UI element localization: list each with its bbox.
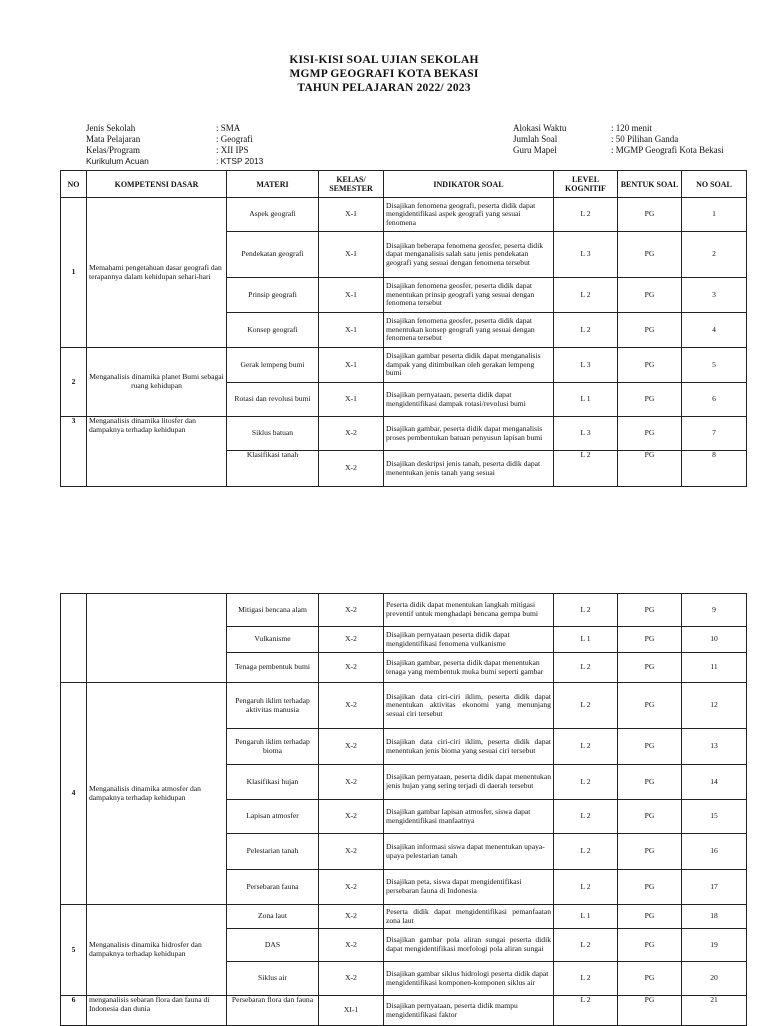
materi-cell: Tenaga pembentuk bumi (227, 653, 319, 683)
materi-cell: Konsep geografi (227, 313, 319, 348)
kelas-cell: X-1 (319, 198, 384, 232)
col-header-no: NO (61, 171, 87, 198)
bentuk-cell: PG (618, 198, 682, 232)
nosoal-cell: 3 (682, 278, 747, 313)
bentuk-cell: PG (618, 870, 682, 905)
kd-number: 5 (61, 905, 87, 996)
kd-number-empty (61, 594, 87, 683)
indikator-cell: Disajikan fenomena geosfer, peserta didik dapat menentukan konsep geografi yang sesuai dengan fenomena tersebut (384, 313, 554, 348)
indikator-cell: Disajikan gambar peserta didik dapat menganalisis dampak yang ditimbulkan oleh gerakan lempeng bumi (384, 348, 554, 383)
meta-row-kurikulum (86, 156, 263, 167)
level-cell: L 2 (554, 278, 618, 313)
meta-value: : MGMP Geografi Kota Bekasi (611, 145, 724, 155)
level-cell: L 3 (554, 417, 618, 451)
bentuk-cell: PG (618, 383, 682, 417)
level-cell: L 3 (554, 348, 618, 383)
nosoal-cell: 6 (682, 383, 747, 417)
bentuk-cell: PG (618, 765, 682, 800)
kd-text: menganalisis sebaran flora dan fauna di Indonesia dan dunia (87, 996, 227, 1026)
meta-label: Jenis Sekolah (86, 123, 136, 133)
bentuk-cell: PG (618, 594, 682, 627)
materi-cell: Zona laut (227, 905, 319, 929)
indikator-cell: Disajikan deskripsi jenis tanah, peserta didik dapat menentukan jenis tanah yang sesuai (384, 451, 554, 487)
bentuk-cell: PG (618, 653, 682, 683)
identity-left (86, 123, 263, 167)
materi-cell: Lapisan atmosfer (227, 800, 319, 834)
indikator-cell: Disajikan pernyataan, peserta didik mampu mengidentifikasi faktor (384, 996, 554, 1026)
meta-label: Guru Mapel (513, 145, 557, 155)
nosoal-cell: 18 (682, 905, 747, 929)
materi-cell: Rotasi dan revolusi bumi (227, 383, 319, 417)
kd-text: Menganalisis dinamika planet Bumi sebagai ruang kehidupan (87, 348, 227, 417)
kelas-cell: X-2 (319, 683, 384, 729)
materi-cell: Mitigasi bencana alam (227, 594, 319, 627)
col-header-materi: MATERI (227, 171, 319, 198)
kd-text-empty (87, 594, 227, 683)
identity-right (513, 123, 724, 156)
bentuk-cell: PG (618, 683, 682, 729)
kd-text: Menganalisis dinamika atmosfer dan dampaknya terhadap kehidupan (87, 683, 227, 905)
level-cell: L 2 (554, 870, 618, 905)
meta-value: : SMA (216, 123, 241, 133)
nosoal-cell: 16 (682, 834, 747, 870)
bentuk-cell: PG (618, 348, 682, 383)
materi-cell: Aspek geografi (227, 198, 319, 232)
bentuk-cell: PG (618, 278, 682, 313)
kelas-cell: X-2 (319, 905, 384, 929)
meta-label: Jumlah Soal (513, 134, 558, 144)
level-cell: L 2 (554, 653, 618, 683)
level-cell: L 2 (554, 834, 618, 870)
materi-cell: Persebaran flora dan fauna (227, 996, 319, 1026)
bentuk-cell: PG (618, 417, 682, 451)
meta-value: : KTSP 2013 (216, 156, 264, 166)
kd-number: 2 (61, 348, 87, 417)
level-cell: L 2 (554, 683, 618, 729)
col-header-kelas: KELAS/ SEMESTER (319, 171, 384, 198)
materi-cell: Pelestarian tanah (227, 834, 319, 870)
level-cell: L 2 (554, 929, 618, 962)
col-header-kd: KOMPETENSI DASAR (87, 171, 227, 198)
kisi-table-page-2 (60, 593, 747, 1026)
meta-label: Kelas/Program (86, 145, 140, 155)
nosoal-cell: 19 (682, 929, 747, 962)
kd-text: Menganalisis dinamika litosfer dan dampaknya terhadap kehidupan (87, 417, 227, 487)
meta-row-guru-mapel (513, 145, 724, 156)
materi-cell: Klasifikasi hujan (227, 765, 319, 800)
bentuk-cell: PG (618, 962, 682, 996)
bentuk-cell: PG (618, 834, 682, 870)
level-cell: L 2 (554, 313, 618, 348)
meta-row-alokasi-waktu (513, 123, 724, 134)
table-row (61, 683, 747, 729)
kelas-cell: X-2 (319, 870, 384, 905)
indikator-cell: Disajikan gambar pola aliran sungai peserta didik dapat mengidentifikasi morfologi pola aliran sungai (384, 929, 554, 962)
nosoal-cell: 15 (682, 800, 747, 834)
bentuk-cell: PG (618, 929, 682, 962)
kd-text: Menganalisis dinamika hidrosfer dan dampaknya terhadap kehidupan (87, 905, 227, 996)
meta-value: : 120 menit (611, 123, 652, 133)
indikator-cell: Disajikan pernyataan, peserta didik dapat mengidentifikasi dampak rotasi/revolusi bumi (384, 383, 554, 417)
nosoal-cell: 1 (682, 198, 747, 232)
bentuk-cell: PG (618, 627, 682, 653)
materi-cell: Vulkanisme (227, 627, 319, 653)
indikator-cell: Disajikan gambar, peserta didik dapat menganalisis proses pembentukan batuan penyusun lapisan bumi (384, 417, 554, 451)
col-header-nosoal: NO SOAL (682, 171, 747, 198)
nosoal-cell: 7 (682, 417, 747, 451)
indikator-cell: Disajikan pernyataan, peserta didik dapat menentukan jenis hujan yang sering terjadi di daerah tersebut (384, 765, 554, 800)
meta-value: : XII IPS (216, 145, 249, 155)
meta-row-kelas-program (86, 145, 263, 156)
meta-value: : 50 Pilihan Ganda (611, 134, 679, 144)
table-row (61, 198, 747, 232)
kd-number: 6 (61, 996, 87, 1026)
level-cell: L 1 (554, 627, 618, 653)
bentuk-cell: PG (618, 451, 682, 487)
kisi-table-page-1 (60, 170, 747, 487)
indikator-cell: Disajikan pernyataan peserta didik dapat mengidentifikasi fenomena vulkanisme (384, 627, 554, 653)
meta-row-mata-pelajaran (86, 134, 263, 145)
level-cell: L 2 (554, 996, 618, 1026)
indikator-cell: Disajikan fenomena geosfer, peserta didik dapat menentukan prinsip geografi yang sesuai dengan fenomena tersebut (384, 278, 554, 313)
kd-number: 3 (61, 417, 87, 487)
indikator-cell: Disajikan fenomena geografi, peserta didik dapat mengidentifikasi aspek geografi yang sesuai fenomena (384, 198, 554, 232)
kelas-cell: X-1 (319, 313, 384, 348)
materi-cell: Siklus air (227, 962, 319, 996)
level-cell: L 2 (554, 800, 618, 834)
level-cell: L 2 (554, 729, 618, 765)
level-cell: L 2 (554, 594, 618, 627)
indikator-cell: Disajikan data ciri-ciri iklim, peserta didik dapat menentukan jenis bioma yang sesuai ciri tersebut (384, 729, 554, 765)
nosoal-cell: 17 (682, 870, 747, 905)
level-cell: L 3 (554, 232, 618, 278)
table-row (61, 417, 747, 451)
kelas-cell: X-2 (319, 834, 384, 870)
meta-row-jenis-sekolah (86, 123, 263, 134)
nosoal-cell: 5 (682, 348, 747, 383)
indikator-cell: Peserta didik dapat mengidentifikasi pemanfaatan zona laut (384, 905, 554, 929)
meta-label: Kurikulum Acuan (86, 156, 149, 166)
materi-cell: DAS (227, 929, 319, 962)
indikator-cell: Peserta didik dapat menentukan langkah mitigasi preventif untuk menghadapi bencana gempa bumi (384, 594, 554, 627)
materi-cell: Pengaruh iklim terhadap aktivitas manusia (227, 683, 319, 729)
nosoal-cell: 9 (682, 594, 747, 627)
col-header-level: LEVEL KOGNITIF (554, 171, 618, 198)
kelas-cell: X-1 (319, 278, 384, 313)
table-row (61, 594, 747, 627)
level-cell: L 1 (554, 383, 618, 417)
level-cell: L 2 (554, 198, 618, 232)
materi-cell: Siklus batuan (227, 417, 319, 451)
kelas-cell: X-2 (319, 765, 384, 800)
kelas-cell: X-1 (319, 348, 384, 383)
kelas-cell: X-2 (319, 417, 384, 451)
materi-cell: Prinsip geografi (227, 278, 319, 313)
nosoal-cell: 2 (682, 232, 747, 278)
nosoal-cell: 10 (682, 627, 747, 653)
nosoal-cell: 14 (682, 765, 747, 800)
indikator-cell: Disajikan gambar lapisan atmosfer, siswa dapat mengidentifikasi manfaatnya (384, 800, 554, 834)
materi-cell: Gerak lempeng bumi (227, 348, 319, 383)
table-row (61, 996, 747, 1026)
nosoal-cell: 8 (682, 451, 747, 487)
table-row (61, 905, 747, 929)
meta-value: : Geografi (216, 134, 253, 144)
kelas-cell: X-2 (319, 962, 384, 996)
level-cell: L 2 (554, 962, 618, 996)
materi-cell: Klasifikasi tanah (227, 451, 319, 487)
kelas-cell: XI-1 (319, 996, 384, 1026)
nosoal-cell: 11 (682, 653, 747, 683)
col-header-indikator: INDIKATOR SOAL (384, 171, 554, 198)
bentuk-cell: PG (618, 905, 682, 929)
materi-cell: Pengaruh iklim terhadap bioma (227, 729, 319, 765)
level-cell: L 2 (554, 765, 618, 800)
indikator-cell: Disajikan peta, siswa dapat mengidentifikasi persebaran fauna di Indonesia (384, 870, 554, 905)
nosoal-cell: 21 (682, 996, 747, 1026)
kelas-cell: X-1 (319, 383, 384, 417)
indikator-cell: Disajikan gambar siklus hidrologi peserta didik dapat mengidentifikasi komponen-komponen siklus air (384, 962, 554, 996)
title-line-1: KISI-KISI SOAL UJIAN SEKOLAH (289, 54, 479, 66)
indikator-cell: Disajikan beberapa fenomena geosfer, peserta didik dapat menganalisis salah satu jenis pendekatan geografi yang sesuai dengan fenomena tersebut (384, 232, 554, 278)
kelas-cell: X-2 (319, 729, 384, 765)
nosoal-cell: 4 (682, 313, 747, 348)
title-line-2: MGMP GEOGRAFI KOTA BEKASI (289, 68, 479, 80)
bentuk-cell: PG (618, 729, 682, 765)
table-header-row (61, 171, 747, 198)
meta-label: Mata Pelajaran (86, 134, 141, 144)
kelas-cell: X-2 (319, 929, 384, 962)
kelas-cell: X-1 (319, 232, 384, 278)
kelas-cell: X-2 (319, 451, 384, 487)
level-cell: L 2 (554, 451, 618, 487)
bentuk-cell: PG (618, 800, 682, 834)
kelas-cell: X-2 (319, 594, 384, 627)
bentuk-cell: PG (618, 313, 682, 348)
bentuk-cell: PG (618, 996, 682, 1026)
indikator-cell: Disajikan gambar, peserta didik dapat menentukan tenaga yang membentuk muka bumi seperti gambar (384, 653, 554, 683)
kelas-cell: X-2 (319, 653, 384, 683)
nosoal-cell: 12 (682, 683, 747, 729)
kd-number: 1 (61, 198, 87, 348)
col-header-bentuk: BENTUK SOAL (618, 171, 682, 198)
bentuk-cell: PG (618, 232, 682, 278)
indikator-cell: Disajikan informasi siswa dapat menentukan upaya-upaya pelestarian tanah (384, 834, 554, 870)
meta-label: Alokasi Waktu (513, 123, 567, 133)
level-cell: L 1 (554, 905, 618, 929)
nosoal-cell: 13 (682, 729, 747, 765)
kd-text: Memahami pengetahuan dasar geografi dan terapannya dalam kehidupan sehari-hari (87, 198, 227, 348)
indikator-cell: Disajikan data ciri-ciri iklim, peserta didik dapat menentukan aktivitas ekonomi yang menunjang sesuai ciri tersebut (384, 683, 554, 729)
materi-cell: Persebaran fauna (227, 870, 319, 905)
materi-cell: Pendekatan geografi (227, 232, 319, 278)
nosoal-cell: 20 (682, 962, 747, 996)
title-line-3: TAHUN PELAJARAN 2022/ 2023 (297, 82, 471, 94)
table-row (61, 348, 747, 383)
kelas-cell: X-2 (319, 800, 384, 834)
kd-number: 4 (61, 683, 87, 905)
kelas-cell: X-2 (319, 627, 384, 653)
document-title (0, 53, 768, 95)
meta-row-jumlah-soal (513, 134, 724, 145)
